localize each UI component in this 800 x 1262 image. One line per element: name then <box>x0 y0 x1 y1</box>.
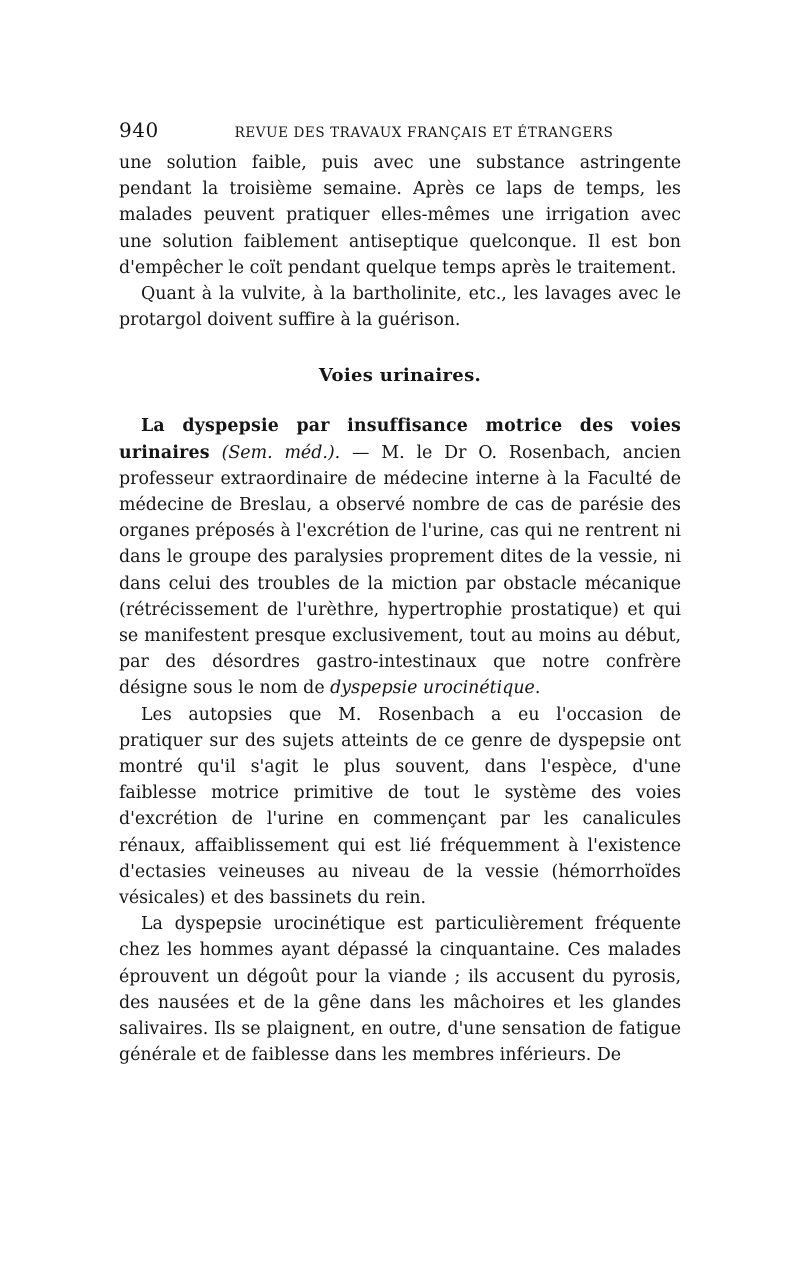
article-text: — M. le Dr O. Rosenbach, ancien professeur extraordinaire de médecine interne à la Faculté de médecine de Breslau, a observé nombre de cas de parésie des organes préposés à l'excrétion de l'urine, cas qui ne rentrent ni dans le groupe des paralysies proprement dites de la vessie, ni dans celui des troubles de la miction par obstacle mécanique (rétrécissement de l'urèthre, hypertrophie prostatique) et qui se manifestent presque exclusivement, tout au moins au début, par des désordres gastro-intestinaux que notre confrère désigne sous le nom de <box>119 442 681 699</box>
running-head <box>119 118 681 148</box>
running-title: REVUE DES TRAVAUX FRANÇAIS ET ÉTRANGERS <box>234 125 614 141</box>
section-heading: Voies urinaires. <box>318 365 482 387</box>
paragraph-autopsies: Les autopsies que M. Rosenbach a eu l'occasion de pratiquer sur des sujets atteints de ce genre de dyspepsie ont montré qu'il s'agit le plus souvent, dans l'espèce, d'une faiblesse motrice primitive de tout le système des voies d'excrétion de l'urine en commençant par les canalicules rénaux, affaiblissement qui est lié fréquemment à l'existence d'ectasies veineuses au niveau de la vessie (hémorrhoïdes vésicales) et des bassinets du rein. <box>119 704 681 909</box>
article-source: (Sem. méd.). <box>221 442 341 463</box>
article-paragraph <box>119 413 681 701</box>
article-text-end: . <box>534 678 541 699</box>
paragraph-vulvite: Quant à la vulvite, à la bartholinite, etc., les lavages avec le protargol doivent suffire à la guérison. <box>119 284 681 331</box>
paragraph-continuation: une solution faible, puis avec une substance astringente pendant la troisième semaine. Après ce laps de temps, les malades peuvent pratiquer elles-mêmes une irrigation avec une solution faiblement antiseptique quelconque. Il est bon d'empêcher le coït pendant quelque temps après le traitement. <box>119 153 681 278</box>
page-number: 940 <box>119 118 159 142</box>
italic-term: dyspepsie urocinétique <box>330 678 535 699</box>
article-title: La dyspepsie par insuffisance motrice des voies urinaires <box>119 416 681 463</box>
document-page <box>119 118 681 1069</box>
paragraph-frequency: La dyspepsie urocinétique est particulièrement fréquente chez les hommes ayant dépassé la cinquantaine. Ces malades éprouvent un dégoût pour la viande ; ils accusent du pyrosis, des nausées et de la gêne dans les mâchoires et les glandes salivaires. Ils se plaignent, en outre, d'une sensation de fatigue générale et de faiblesse dans les membres inférieurs. De <box>119 914 681 1066</box>
